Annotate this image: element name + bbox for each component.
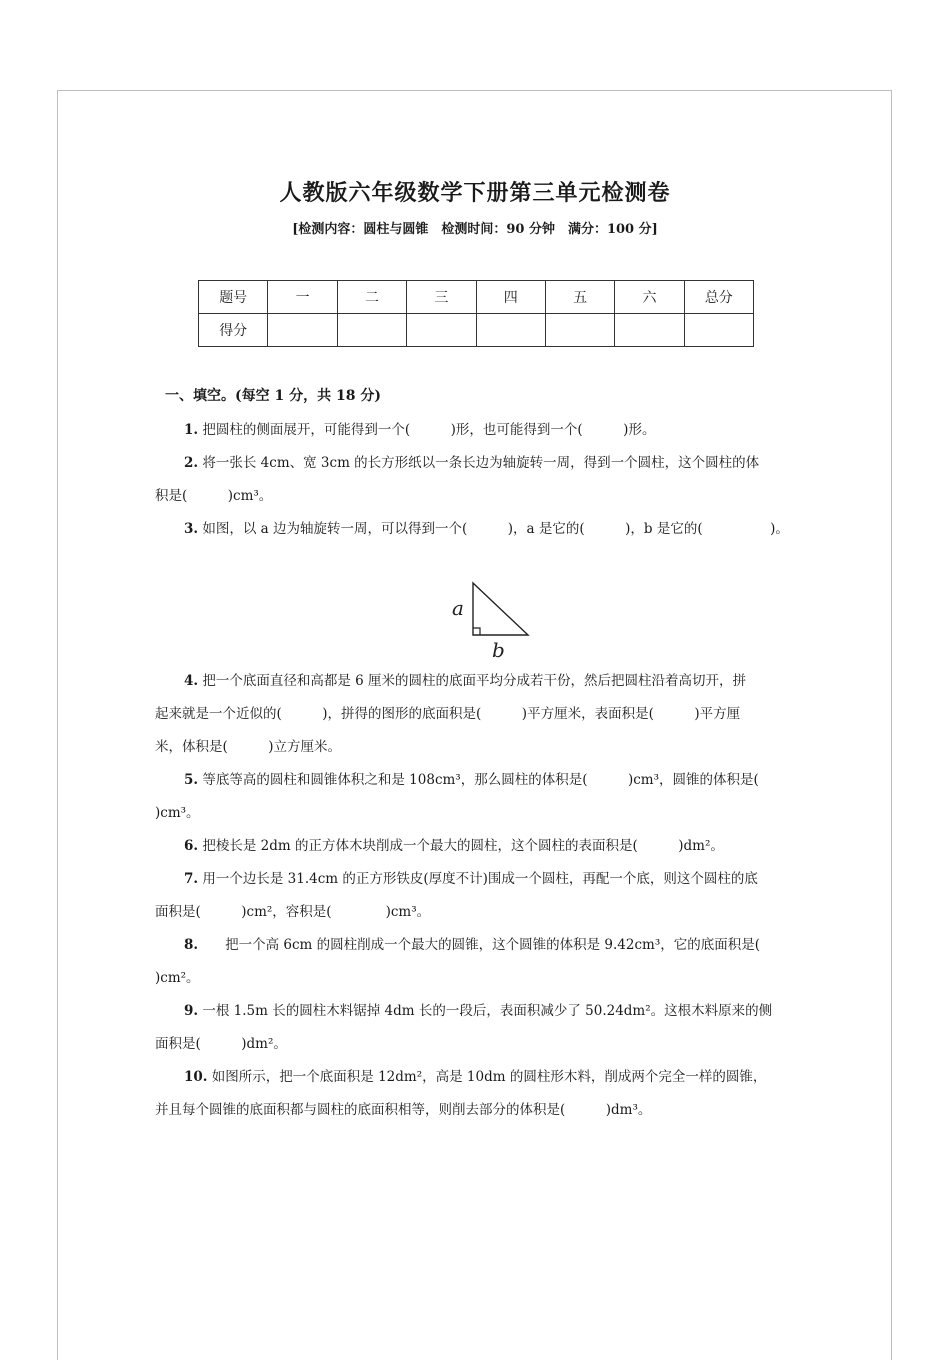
score-table-score-row	[199, 314, 754, 347]
question-4-cont: 起来就是一个近似的( )，拼得的图形的底面积是( )平方厘米，表面积是( )平方厘	[155, 706, 741, 722]
question-4-cont: 米，体积是( )立方厘米。	[155, 739, 342, 755]
right-angle-mark	[473, 628, 480, 635]
table-cell: 得分	[199, 314, 268, 347]
question-text: 一根 1.5m 长的圆柱木料锯掉 4dm 长的一段后，表面积减少了 50.24dm²。这根木料原来的侧	[198, 1003, 773, 1019]
score-cell[interactable]	[545, 314, 614, 347]
question-6	[184, 836, 724, 856]
table-cell: 四	[476, 281, 545, 314]
question-5	[184, 770, 759, 790]
label-a: a	[452, 596, 464, 620]
question-text: 用一个边长是 31.4cm 的正方形铁皮(厚度不计)围成一个圆柱，再配一个底，则这个圆柱的底	[198, 871, 758, 887]
question-number: 7.	[184, 871, 199, 887]
right-triangle-figure	[440, 575, 540, 660]
question-text: 如图，以 a 边为轴旋转一周，可以得到一个( )，a 是它的( )，b 是它的( )。	[198, 521, 789, 537]
table-cell: 总分	[684, 281, 753, 314]
question-number: 8.	[184, 937, 199, 953]
triangle-shape	[473, 583, 528, 635]
question-number: 10.	[184, 1069, 208, 1085]
question-text: 把圆柱的侧面展开，可能得到一个( )形，也可能得到一个( )形。	[198, 422, 656, 438]
question-2	[184, 453, 759, 473]
question-text: 把一个高 6cm 的圆柱削成一个最大的圆锥，这个圆锥的体积是 9.42cm³，它的底面积是(	[198, 937, 761, 953]
score-cell[interactable]	[684, 314, 753, 347]
page-title: 人教版六年级数学下册第三单元检测卷	[279, 180, 671, 206]
score-table	[198, 280, 754, 347]
question-7	[184, 869, 758, 889]
score-cell[interactable]	[337, 314, 406, 347]
question-number: 5.	[184, 772, 199, 788]
table-cell: 一	[268, 281, 337, 314]
question-1	[184, 420, 655, 440]
score-cell[interactable]	[476, 314, 545, 347]
question-text: 把棱长是 2dm 的正方体木块削成一个最大的圆柱，这个圆柱的表面积是( )dm²。	[198, 838, 724, 854]
question-10-cont: 并且每个圆锥的底面积都与圆柱的底面积相等，则削去部分的体积是( )dm³。	[155, 1102, 652, 1118]
question-2-cont: 积是( )cm³。	[155, 488, 273, 504]
question-text: 将一张长 4cm、宽 3cm 的长方形纸以一条长边为轴旋转一周，得到一个圆柱，这个圆柱的体	[198, 455, 760, 471]
exam-info: [检测内容：圆柱与圆锥 检测时间：90 分钟 满分：100 分]	[292, 222, 658, 237]
question-3	[184, 519, 789, 539]
question-8	[184, 935, 760, 955]
table-cell: 六	[615, 281, 684, 314]
question-5-cont: )cm³。	[155, 805, 200, 821]
question-9	[184, 1001, 772, 1021]
question-number: 4.	[184, 673, 199, 689]
question-7-cont: 面积是( )cm²，容积是( )cm³。	[155, 904, 431, 920]
question-text: 如图所示，把一个底面积是 12dm²，高是 10dm 的圆柱形木料，削成两个完全一样的圆锥，	[207, 1069, 767, 1085]
score-cell[interactable]	[407, 314, 476, 347]
table-cell: 题号	[199, 281, 268, 314]
score-cell[interactable]	[615, 314, 684, 347]
table-cell: 五	[545, 281, 614, 314]
section-heading: 一、填空。(每空 1 分，共 18 分)	[165, 388, 381, 404]
label-b: b	[492, 638, 505, 660]
question-text: 等底等高的圆柱和圆锥体积之和是 108cm³，那么圆柱的体积是( )cm³，圆锥的体积是(	[198, 772, 759, 788]
question-number: 2.	[184, 455, 199, 471]
question-number: 3.	[184, 521, 199, 537]
question-9-cont: 面积是( )dm²。	[155, 1036, 287, 1052]
question-number: 6.	[184, 838, 199, 854]
question-10	[184, 1067, 766, 1087]
score-cell[interactable]	[268, 314, 337, 347]
table-cell: 三	[407, 281, 476, 314]
question-4	[184, 671, 746, 691]
question-8-cont: )cm²。	[155, 970, 200, 986]
question-text: 把一个底面直径和高都是 6 厘米的圆柱的底面平均分成若干份，然后把圆柱沿着高切开，拼	[198, 673, 747, 689]
score-table-header-row	[199, 281, 754, 314]
question-number: 1.	[184, 422, 199, 438]
question-number: 9.	[184, 1003, 199, 1019]
table-cell: 二	[337, 281, 406, 314]
